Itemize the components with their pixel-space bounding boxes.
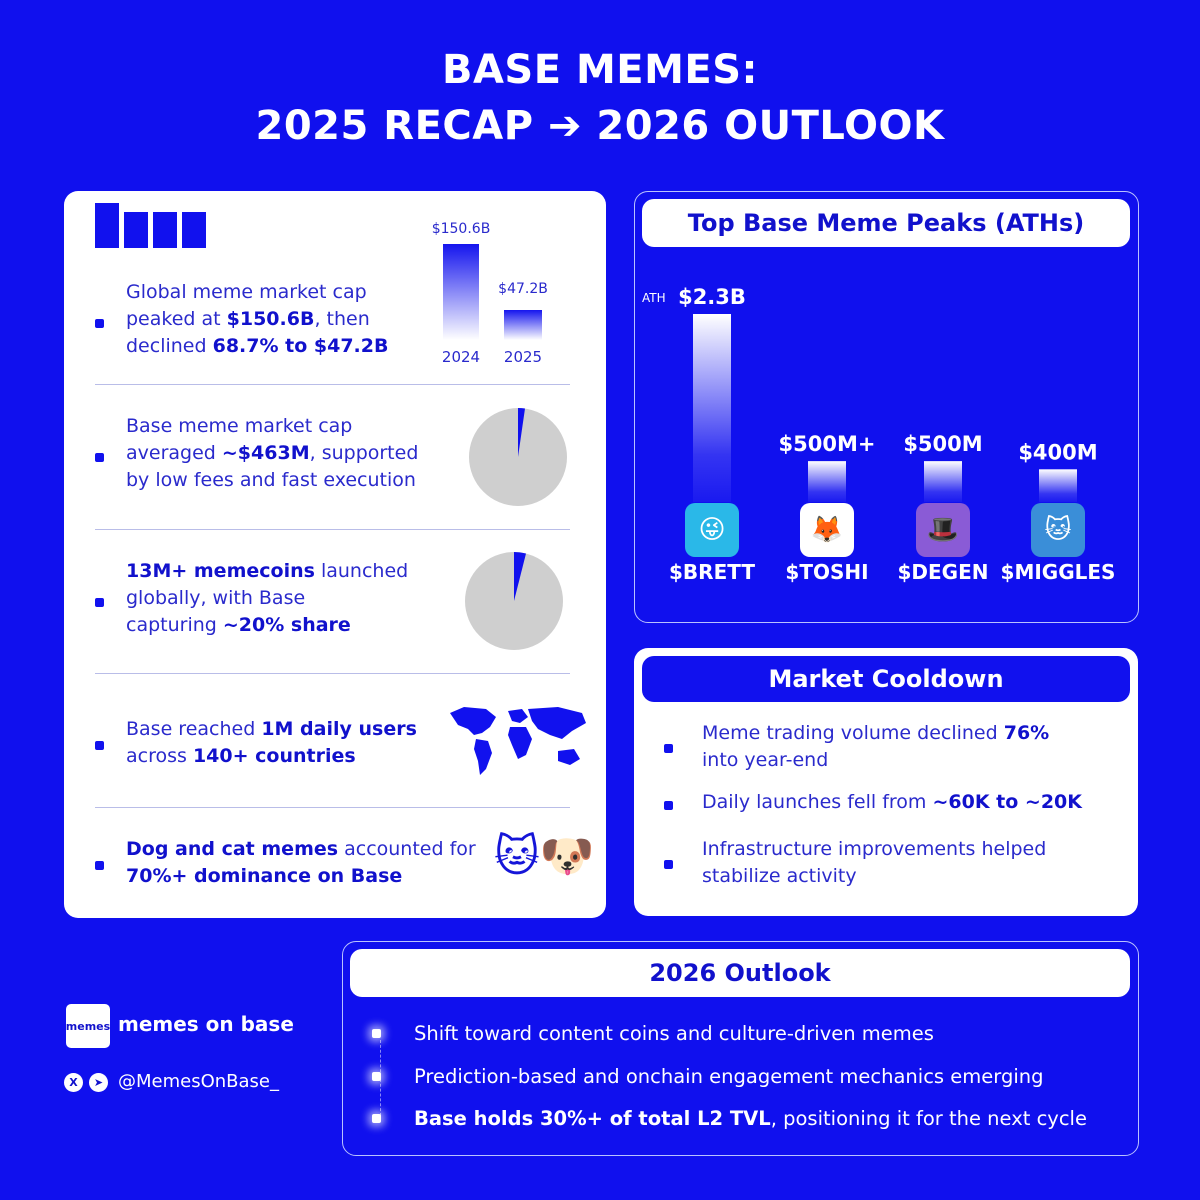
- degen-icon: 🎩: [916, 503, 970, 557]
- mini-bar-label-2024: $150.6B: [431, 221, 491, 237]
- ath-value-miggles: $400M: [1018, 440, 1098, 465]
- ath-value-toshi: $500M+: [778, 432, 876, 457]
- memes-logo: memes: [66, 1004, 110, 1048]
- title-line-2: 2025 RECAP ➔ 2026 OUTLOOK: [255, 103, 945, 149]
- ath-panel: [634, 191, 1139, 623]
- brand-name: memes on base: [118, 1012, 294, 1036]
- base-logo-block: [182, 212, 206, 248]
- ath-label-miggles: $MIGGLES: [1000, 560, 1116, 584]
- bullet: [95, 319, 104, 328]
- divider: [95, 807, 570, 808]
- outlook-header: 2026 Outlook: [350, 949, 1130, 997]
- page-title: [0, 42, 1200, 154]
- bullet: [95, 598, 104, 607]
- world-map-icon: [446, 703, 591, 785]
- ath-label-brett: $BRETT: [669, 560, 755, 584]
- ath-label-toshi: $TOSHI: [785, 560, 869, 584]
- ath-label-degen: $DEGEN: [897, 560, 989, 584]
- base-logo-block: [153, 212, 177, 248]
- toshi-icon: 🦊: [800, 503, 854, 557]
- bullet: [95, 741, 104, 750]
- mini-bar-2024: [443, 244, 479, 340]
- glow-bullet: [372, 1029, 381, 1038]
- mini-bar-2025: [504, 310, 542, 340]
- ath-bar-toshi: [808, 461, 846, 502]
- divider: [95, 384, 570, 385]
- social-icons: [64, 1073, 108, 1092]
- market-cooldown-card: Market Cooldown Meme trading volume declined 76% into year-end Daily launches fell from ~60K to ~20K Infrastructure improvements helped stabilize activity: [634, 648, 1138, 916]
- base-cap-pie: [468, 407, 568, 507]
- brett-icon: 😜: [685, 503, 739, 557]
- ath-value-brett: $2.3B: [678, 285, 746, 309]
- memecoins-text: 13M+ memecoins launched globally, with Base capturing ~20% share: [126, 560, 409, 636]
- ath-tag: ATH: [642, 291, 666, 305]
- mini-year-2024: 2024: [441, 348, 481, 366]
- x-icon[interactable]: X: [64, 1073, 83, 1092]
- divider: [95, 529, 570, 530]
- bullet: [664, 860, 673, 869]
- miggles-icon: 🐱: [1031, 503, 1085, 557]
- ath-value-degen: $500M: [903, 432, 983, 457]
- divider: [95, 673, 570, 674]
- mini-year-2025: 2025: [503, 348, 543, 366]
- glow-bullet: [372, 1114, 381, 1123]
- bullet: [95, 453, 104, 462]
- ath-bar-brett: [693, 314, 731, 502]
- bullet: [664, 744, 673, 753]
- glow-bullet: [372, 1072, 381, 1081]
- base-logo-block: [124, 212, 148, 248]
- ath-header: Top Base Meme Peaks (ATHs): [642, 199, 1130, 247]
- global-cap-text: Global meme market cap peaked at $150.6B, then declined 68.7% to $47.2B: [126, 281, 389, 357]
- ath-bar-degen: [924, 461, 962, 502]
- cooldown-header: Market Cooldown: [642, 656, 1130, 702]
- mini-bar-label-2025: $47.2B: [498, 281, 548, 297]
- social-handle[interactable]: @MemesOnBase_: [118, 1071, 279, 1092]
- ath-bar-miggles: [1039, 469, 1077, 502]
- base-logo: [95, 212, 206, 248]
- memecoin-share-pie: [464, 551, 564, 651]
- telegram-icon[interactable]: ➤: [89, 1073, 108, 1092]
- title-line-1: BASE MEMES:: [441, 47, 759, 93]
- dog-cat-icon: 🐱🐶: [494, 831, 595, 882]
- users-text: Base reached 1M daily users across 140+ countries: [126, 718, 417, 767]
- dogcat-text: Dog and cat memes accounted for 70%+ dominance on Base: [126, 838, 476, 887]
- recap-card: [64, 191, 606, 918]
- bullet: [664, 801, 673, 810]
- base-cap-text: Base meme market cap averaged ~$463M, supported by low fees and fast execution: [126, 415, 419, 491]
- base-logo-block: [95, 203, 119, 248]
- bullet: [95, 861, 104, 870]
